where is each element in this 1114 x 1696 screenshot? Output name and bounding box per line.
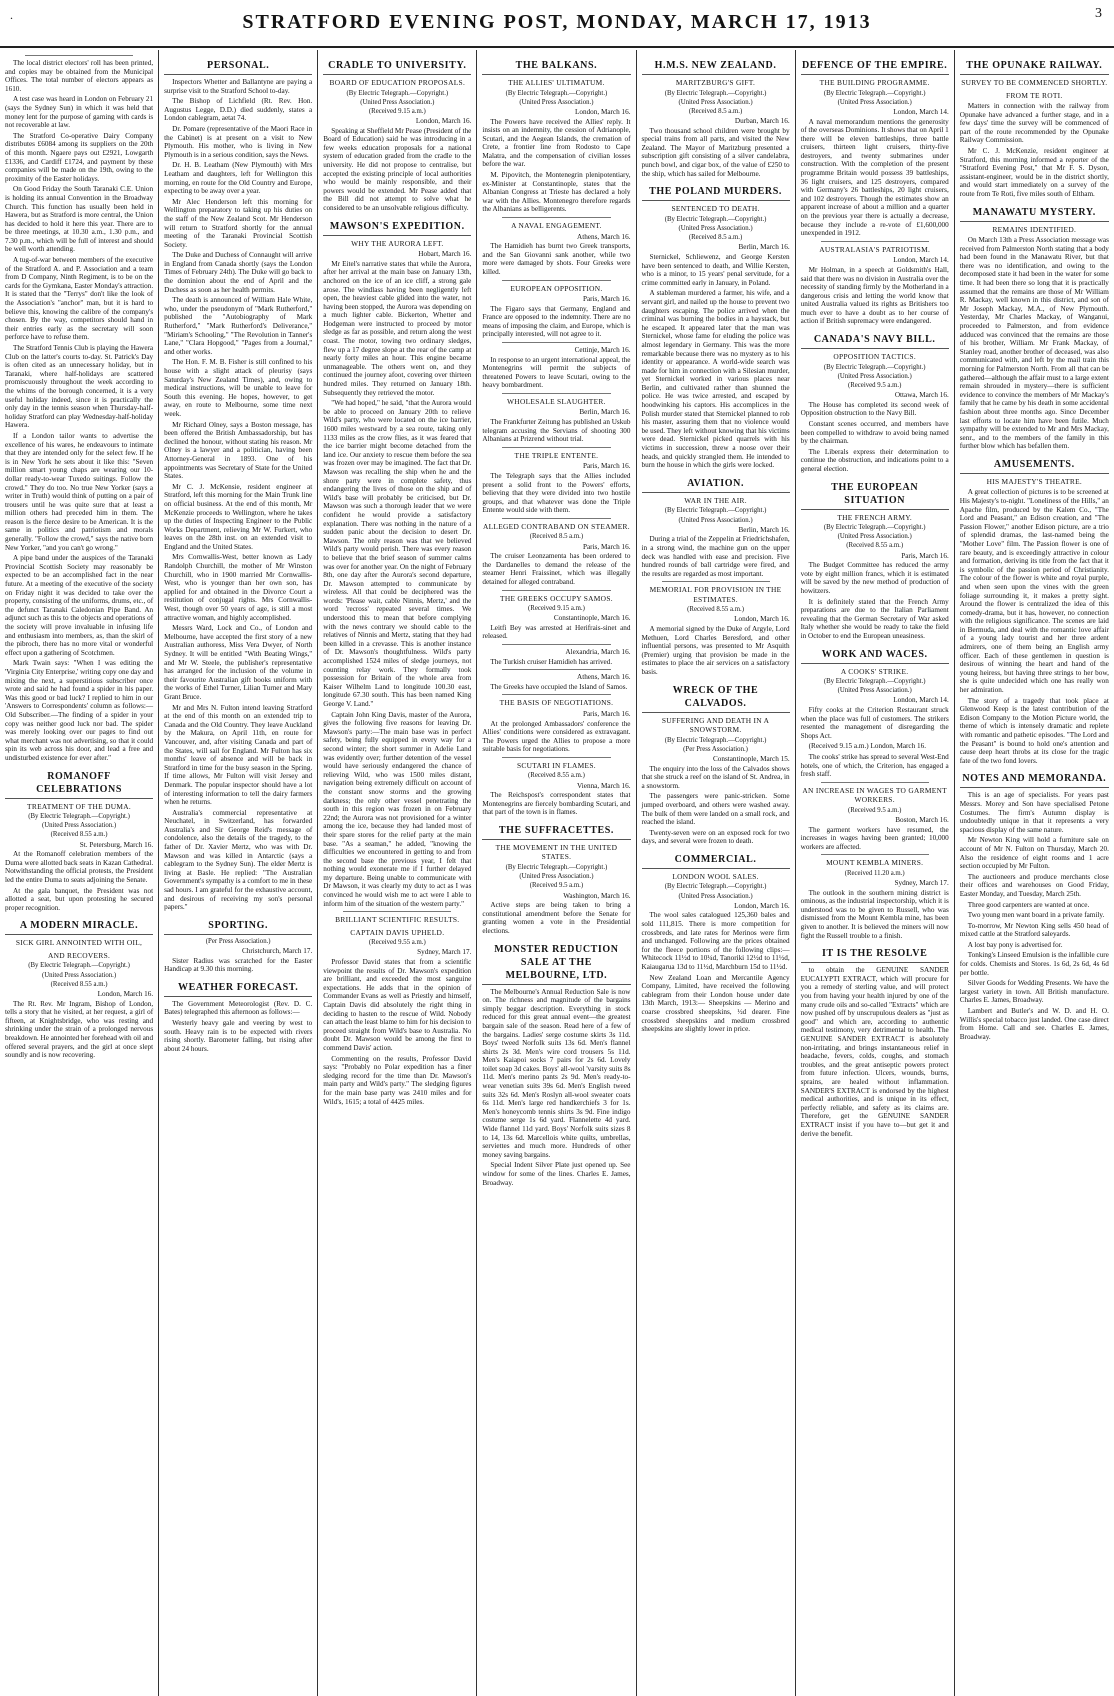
wire-credit: (Received 9.5 a.m.) (847, 806, 902, 814)
article-paragraph: At the gala banquet, the President was not allotted a seat, but upon protesting he secured proper recognition. (5, 886, 154, 912)
article-subheading: SICK GIRL ANNOINTED WITH OIL, (15, 938, 143, 948)
article (164, 978, 312, 1054)
article-headline: CRADLE TO UNIVERSITY. (323, 56, 471, 75)
section-divider (343, 911, 451, 912)
section-divider (502, 217, 610, 218)
article-headline: CANADA'S NAVY BILL. (801, 330, 949, 349)
article-subheading: EUROPEAN OPPOSITION. (510, 283, 603, 293)
article (960, 769, 1109, 1041)
article-subheading: THE TRIPLE ENTENTE. (514, 450, 599, 460)
article (323, 217, 471, 909)
article-subheading: THE ALLIES' ULTIMATUM. (508, 78, 605, 87)
article-headline: THE BALKANS. (482, 56, 630, 75)
dateline: Ottawa, March 16. (894, 391, 949, 400)
wire-credit: (By Electric Telegraph.—Copyright.) (664, 883, 767, 891)
dateline: Sydney, March 17. (894, 879, 949, 888)
article-paragraph: Captain John King Davis, master of the Aurora, gives the following five reasons for leaving Dr. Mawson's party:—The main base was in perfect safety, being fully equipped in every way for a second winter; the short summer in Adelie Land was evidently over; further detention of the vessel would have seriously endangered the chance of relieving Wild, who was 1500 miles distant, navigation being extremely difficult on account of the constant snow storms and the growing darkness; the only other vessel penetrating the south in this region was frozen in on February 22nd; the Aurora was not provisioned for a winter among the ice, because they had landed most of their spare stores for the relief party at the main base. "As a seaman," he added, "knowing the difficulties we encountered in getting to and from the second base the previous year, I felt that nothing would exonerate me if I further delayed my departure. Being unable to communicate with Dr Mawson, it was clearly my duty to act as I was convinced he would wish me to act were I able to inform him of the situation of the western party." (323, 710, 472, 908)
section-divider (502, 757, 610, 758)
dateline: London, March 14. (893, 696, 949, 705)
dateline: London, March 16. (97, 989, 154, 998)
article (482, 217, 630, 276)
page-number: 3 (1095, 6, 1102, 21)
article-paragraph: New Zealand Loan and Mercantile Agency Company, Limited, have received the following cablegram from their London house under date 13th March, 1913:— Sheepskins — Merino and coarse crossbred sheepskins, ½d dearer. Fine crossbred sheepskins and medium crossbred sheepskins are slightly lower in price. (641, 973, 790, 1034)
wire-credit: (United Press Association.) (837, 372, 912, 380)
article-paragraph: The Telegraph says that the Allies included present a solid front to the Powers' efforts, believing that they were divided into two hostile groups, and that whatever was done the Triple Entente would side with them. (482, 471, 631, 515)
dateline: Cettinje, March 16. (574, 345, 631, 354)
article-headline: H.M.S. NEW ZEALAND. (642, 56, 790, 75)
section-divider (502, 447, 610, 448)
article-paragraph: On March 13th a Press Association message was received from Palmerston North stating that a body had been found in the Manawatu River, but that there was no identification, and owing to the decomposed state it had been in the water for some time. It had been there so long that it is practically assumed that the remains are those of Mr William R. Mackay, well known in this district, and son of Mr Joseph Mackay, M.A., of New Plymouth. Yesterday, Mr Charles Mackay, of Wanganui, proceeded to Palmerston, and from evidence adduced was convinced that the remains are those of his brother, William. Mr Frank Mackay, of Stanley road, another brother of deceased, was also communicated with, and left by the mail train this morning for Palmerston North. From all that can be gathered—although the affair must to a large extent remain shrouded in mystery—there is sufficient evidence to convince the members of Mr Mackay's family that he came by his death in some accidental fashion about three months ago. Since December last efforts to locate him have been futile. Much sympathy will be extended to Mr and Mrs Mackay, senr., and to the members of the family in this further blow which has befallen them. (959, 236, 1109, 451)
article (5, 55, 153, 763)
article-paragraph: The Government Meteorologist (Rev. D. C. Bates) telegraphed this afternoon as follows:— (164, 999, 313, 1017)
dateline: Hobart, March 16. (418, 250, 472, 259)
article-paragraph: A great collection of pictures is to be screened at His Majesty's to-night. "Loneliness of the Hills," an Apache film, produced by the Kalem Co., "The Lord and Peasant," an Edison creation, and "The Passion Flower," another Edison picture, are a trio of splendid dramas, the last-named being the "Mother Love" film. The Passion flower is one of rare beauty, and is exceedingly attractive in colour and formation, deriving its title from the fact that it is symbolic of the passion period of Christianity. The colour of the flower is white and royal purple, and when seen upon the vines with the green foliage surrounding it, it makes a pretty sight. Around the flower is centralized the idea of this comedy-drama, but it has, however, no connection with the religious significance. The scenes are laid in Bermuda, and deal with the romantic love affair of a young lady tourist and her three ardent admirers, one of them being an English army officer. Each of these gentlemen in question is desirous of winning the heart and hand of the young heiress, but having three strings to her bow, she is quite undecided which one has really won her admiration. (959, 488, 1109, 695)
dateline: Paris, March 16. (582, 709, 631, 718)
article-paragraph: Mr Holman, in a speech at Goldsmith's Hall, said that there was no division in Australia over the necessity of standing firmly by the Motherland in a dangerous crisis and letting the world know that united Australia valued its rights as Britishers too much ever to have a doubt as to her course of action if British supremacy were endangered. (800, 265, 949, 326)
article-paragraph: Australia's commercial representative at Neuchatel, in Switzerland, has forwarded Australia's and Sir George Reid's message of condolence, also the details of the tragedy, to the father of Dr. Xavier Mertz, who was with Dr. Mawson and was killed in Antarctic (says a cablegram to the Sydney Sun). The elder Mertz is living at Basle. He replied: "The Australian Government's sympathy is a comfort to me in these sad hours. I am grateful for the exhaustive account, and desirous of receiving my son's personal papers." (164, 808, 313, 912)
wire-credit: (By Electric Telegraph.—Copyright.) (346, 89, 449, 97)
article (323, 911, 471, 1106)
article-subheading: WHOLESALE SLAUGHTER. (507, 396, 606, 406)
article (164, 916, 312, 974)
article-paragraph: Mr Newton King will hold a furniture sale on account of Mr N. Fulton on Thursday, March 20. Also the residence of eight rooms and 1 acre section occupied by Mr Fulton. (959, 836, 1109, 871)
article-paragraph: Mr Richard Olney, says a Boston message, has been offered the British Ambassadorship, but has declined the honour, without stating his reason. Mr Olney is a lawyer and a politician, having been Attorney-General in 1893. One of his appointments was Secretary of State for the United States. (164, 420, 313, 481)
article-paragraph: The wool sales catalogued 125,360 bales and sold 111,815. There is more competition for crossbreds, and late rates for Merinos were firm and unchanged. Following are the prices obtained for the fleece portions of the following clips:—Whitecock 11½d to 10¼d, Tanoriki 12½d to 11½d, Kaiaugarua 13d to 11½d, Marchburn 15d to 11½d. (641, 911, 790, 972)
dateline: Berlin, March 16. (738, 525, 790, 534)
section-divider (821, 854, 929, 855)
article-headline: MONSTER REDUCTION SALE AT THE MELBOURNE, LTD. (482, 940, 630, 985)
article-paragraph: The Greeks have occupied the Island of Samos. (490, 682, 628, 691)
article-subheading: SCUTARI IN FLAMES. (516, 760, 596, 770)
article-paragraph: Speaking at Sheffield Mr Pease (President of the Board of Education) said he was introducing in a few weeks education proposals for a national system of education graded from the cradle to the university. He did not propose to centralise, but accepted the existing principle of local authorities who would be mainly responsible, and their powers would be extended. Mr Pease added that the Bill did not attempt to solve what he considered to be an unsolvable religious difficulty. (323, 126, 472, 213)
article-headline: WEATHER FORECAST. (164, 978, 312, 997)
article-headline: THE EUROPEAN SITUATION (801, 478, 949, 510)
article-paragraph: This is an age of specialists. For years past Messrs. Morey and Son have specialised Petone Costumes. The firm's Autumn display is undoubtedly unique in that it represents a very spacious display of the same nature. (959, 791, 1109, 834)
article (482, 280, 630, 339)
article-paragraph: The local district electors' roll has been printed, and copies may be obtained from the Municipal Offices. The total number of electors appears as 1610. (5, 59, 154, 93)
section-divider (502, 518, 610, 519)
article-subheading: REMAINS IDENTIFIED. (992, 224, 1077, 234)
section-divider (821, 241, 929, 242)
article-paragraph: Two thousand school children were brought by special trains from all parts, and visited the New Zealand. The Mayor of Maritzburg presented a subscription gift consisting of a silver candelabra, punch bowl, and cigar box, of the value of £250 to the ship, which has sailed for Melbourne. (641, 126, 790, 178)
article-subheading: CAPTAIN DAVIS UPHELD. (350, 927, 445, 937)
article (801, 782, 949, 852)
wire-credit: (United Press Association.) (360, 98, 435, 106)
article-subheading: A NAVAL ENGAGEMENT. (511, 221, 602, 231)
wire-credit: (United Press Association.) (519, 873, 594, 881)
wire-credit: (Received 8.55 a.m.) (50, 980, 108, 988)
article-paragraph: Commenting on the results, Professor David says: "Probably no Polar expedition has a finer sledging record for the time than Dr. Mawson's main party and Wild's party." The sledging figures for the main base party was 2410 miles and for Wild's, 1615; a total of 4425 miles. (323, 1054, 472, 1106)
article-paragraph: Mark Twain says: "When I was editing the 'Virginia City Enterprise,' writing copy one day and mixing the next, a superstitious subscriber once wrote and said he had found a spider in his paper. Was this good or bad luck? I replied to him in our 'Answers to Correspondents' column as follows:—Old Subscriber.—The finding of a spider in your copy was neither good luck nor bad. The spider was merely looking over our pages to find out what merchant was not advertising, so that it could spin its web across his door, and lead a free and undisturbed existence for ever after." (5, 659, 154, 762)
article-headline: THE OPUNAKE RAILWAY. (960, 56, 1109, 75)
article-paragraph: The Bishop of Lichfield (Rt. Rev. Hon. Augustus Legge, D.D.) died suddenly, states a London cablegram, aetat 74. (164, 97, 313, 123)
wire-credit: (United Press Association.) (678, 516, 753, 524)
article-paragraph: The enquiry into the loss of the Calvados shows that she struck a reef on the island of St. Andrea, in a snowstorm. (641, 764, 790, 790)
dateline: Washington, March 16. (563, 891, 631, 900)
article (642, 56, 790, 178)
dateline: St. Petersburg, March 16. (79, 840, 154, 849)
wire-credit: (Received 8.55 a.m.) (528, 772, 585, 780)
article (642, 182, 790, 470)
column-7 (955, 50, 1114, 1696)
wire-credit: (By Electric Telegraph.—Copyright.) (664, 215, 767, 223)
wire-credit: (By Electric Telegraph.—Copyright.) (823, 524, 926, 532)
article-subheading: SUFFERING AND DEATH IN A SNOWSTORM. (661, 715, 770, 735)
article (5, 916, 153, 1059)
wire-credit: (Per Press Association.) (205, 937, 271, 945)
article-paragraph: Constant scenes occurred, and members have been compelled to withdraw to avoid being named by the chairman. (800, 419, 949, 446)
section-divider (502, 393, 610, 394)
article (482, 940, 630, 1188)
wire-credit: (Received 8.5 a.m.) (529, 533, 584, 541)
wire-credit: (Received 9.5 a.m.) (529, 882, 584, 890)
article-subheading: SURVEY TO BE COMMENCED SHORTLY. (961, 78, 1108, 87)
article-paragraph: "We had hoped," he said, "that the Aurora would be able to proceed on January 20th to relieve Wild's party, who were located on the ice barrier, 1600 miles westward by a sea route, taking only 1133 miles as the crow flies, as it was feared that the ice barrier might become detached from the land ice. Our anxiety to rescue them before the sea was frozen over may be imagined. The fact that Dr. Mawson was recalling the ship when he and the shore party were in complete safety, thus endangering the lives of those on the ship and of Wild's base will probably be criticised, but Dr. Mawson was such a thorough leader that we were confident he would provide a satisfactory explanation. There was nothing in the nature of a sudden panic about the decision to desert Dr. Mawson. The only reason was that we believed Wild's party would perish. There was every reason to believe that the brief season of summer calms was over for another year. On the night of February 8th, one day after the Aurora's second departure, Dr. Mawson attempted to communicate by wireless. All that could be deciphered was the words: 'Please wait, cable Ninnis, Mertz,' and the word 'recross' repeated several times. We understood this to mean that before complying with the news contrary we should cable to the relatives of Ninnis and Mertz, stating that they had been killed in a crevasse. This is another instance of Dr. Mawson's thoughtfulness. Wild's party accomplished 1524 miles of sledge journeys, not counting relay work. They formally took possession for Britain of the whole area from Kaiser Wilhelm Land to longitude 100.30 east, longitude 67.30 south. This has been named King George V. Land." (323, 399, 472, 709)
dateline: Sydney, March 17. (417, 948, 472, 957)
article-headline: A MODERN MIRACLE. (5, 916, 153, 935)
wire-credit: (Received 9.5 a.m.) (847, 381, 902, 389)
wire-credit: (Received 8.55 a.m.) (50, 831, 108, 839)
article (482, 447, 630, 515)
article (323, 56, 471, 213)
wire-credit: (Received 8.55 a.m.) (846, 542, 904, 550)
article-subheading: A COOKS' STRIKE. (840, 666, 909, 676)
article-paragraph: The Stratford Co-operative Dairy Company distributes £6084 among its suppliers on the 20th of this month. Ngaere pays out £2921, Lowgarth £1336, and Cardiff £1724, and payment by these companies will be made on the 19th, owing to the proximity of the Easter holidays. (5, 131, 154, 183)
dateline: Constantinople, March 16. (553, 614, 631, 623)
article (801, 478, 949, 641)
dateline: Berlin, March 16. (579, 408, 631, 417)
column-4 (477, 50, 636, 1696)
article-paragraph: A test case was heard in London on February 21 (says the Sydney Sun) in which it was held that money lent for the purpose of gaming with cards is not recoverable at law. (5, 95, 154, 130)
article (482, 669, 630, 691)
article-paragraph: The Reichspost's correspondent states that Montenegrins are fiercely bombarding Scutari, and that part of the town is in flames. (482, 791, 631, 817)
article-paragraph: Two young men want board in a private family. (967, 911, 1105, 920)
article-subheading: ALLEGED CONTRABAND ON STEAMER. (482, 521, 630, 531)
article-subheading: THE BASIS OF NEGOTIATIONS. (499, 698, 614, 708)
wire-credit: (United Press Association.) (837, 533, 912, 541)
column-5 (637, 50, 796, 1696)
article-paragraph: The Hon. F. M. B. Fisher is still confined to his house with a slight attack of pleurisy (says Saturday's New Zealand Times), and, owing to medical instructions, will be unable to leave for South this evening. He hopes, however, to get away, en route to Melbourne, some time next week. (164, 358, 313, 418)
article-headline: WORK AND WACES. (801, 645, 949, 664)
wire-credit: (By Electric Telegraph.—Copyright.) (664, 507, 767, 515)
article (642, 581, 790, 676)
article-paragraph: Three good carpenters are wanted at once. (967, 900, 1090, 909)
article-paragraph: To-morrow, Mr Newton King sells 450 head of mixed cattle at the Stratford saleyards. (959, 921, 1109, 939)
article-paragraph: The story of a tragedy that took place at Glenwood Keep is the latest contribution of the Edison Company to the Motion Picture world, the theme of which is intensely dramatic and replete with romantic and pathetic episodes. "The Lord and the Peasant" is bound to hold one's attention and cause deep heart throbs at its close for the tragic fate of the two fond lovers. (959, 696, 1109, 765)
article-paragraph: Professor David states that from a scientific viewpoint the results of Dr. Mawson's expedition are brilliant, and exceeded the most sanguine expectations. He adds that in the opinion of Commander Evans as well as Priestly and himself, Captain Davis did absolutely the right thing in deciding to hasten to the rescue of Wild. Nobody can attach the least blame to him for his decision to proceed straight from Wild's base to Australia. No doubt Dr. Mawson would be among the first to commend Davis' action. (323, 958, 472, 1052)
article (482, 393, 630, 444)
dateline: London, March 16. (415, 117, 472, 126)
article-subheading: AN INCREASE IN WAGES TO GARMENT WORKERS. (802, 785, 947, 805)
article-paragraph: The Duke and Duchess of Connaught will arrive in England from Canada shortly (says the London Times of February 24th). The Duke will go back to the dominion about the end of April and the Duchess as soon as her health permits. (164, 251, 313, 294)
article (801, 645, 949, 779)
article-paragraph: Fifty cooks at the Criterion Restaurant struck when the place was full of customers. The strikers resented the management of disregarding the Shops Act. (800, 706, 949, 740)
article (482, 590, 630, 641)
article-paragraph: The House has completed its second week of Opposition obstruction to the Navy Bill. (800, 400, 949, 418)
article-paragraph: The Rt. Rev. Mr Ingram, Bishop of London, tells a story that he visited, at her request, a girl of fifteen, at Knightsbridge, who was resting and shrinking under the strain of a prolonged nervous breakdown. He annointed her forehead with oil and offered several prayers, and the girl at once slept soundly and is now recovering. (5, 999, 154, 1060)
article-paragraph: Matters in connection with the railway from Opunake have advanced a further stage, and in a few days' time the survey will be commenced of part of the route recommended by the Opunake Railway Commission. (959, 102, 1109, 145)
article-paragraph: The Hamidieh has burnt two Greek transports, and the San Giovanni sank another, while two more were damaged by shots. Four Greeks were killed. (482, 242, 631, 276)
article-headline: SPORTING. (164, 916, 312, 935)
article-paragraph: The cruiser Leonzamenta has been ordered to the Dardanelles to demand the release of the steamer Henri Fraissinet, which was illegally detained for alleged contraband. (482, 552, 631, 586)
article (482, 518, 630, 587)
article-paragraph: Messrs Ward, Lock and Co., of London and Melbourne, have accepted the first story of a new Australian authoress, Miss Vera Dwyer, of North Sydney. It will be entitled "With Beating Wings," and Mr W. Steele, the publisher's representative has arranged for the inclusion of the volume in their favourite Australian gift books uniform with the works of Ethel Turner, Lilian Turner and Mary Grant Bruce. (164, 624, 313, 701)
dateline: London, March 16. (734, 615, 790, 624)
article (482, 694, 630, 753)
dateline: Paris, March 16. (582, 542, 631, 551)
wire-credit: (By Electric Telegraph.—Copyright.) (664, 736, 767, 744)
wire-credit: (United Press Association.) (678, 98, 753, 106)
article-paragraph: If a London tailor wants to advertise the excellence of his wares, he endeavours to intimate that they are intended only for the select few. If he is in New York he sets about it like this: "Seven million smart young chaps are wearing our 10-dollar ready-to-wear Tuxedo suitings. Follow the crowd." They do too. No true New Yorker (says a writer in Truth) would think of putting on a pair of trousers until he was quite sure that at least a million others had preceded him in them. The reason is the fierce desire to be American. It is the same in politics and patriotism and morals generally. "Follow the crowd," says the native born New Yorker, "and you can't go wrong." (5, 431, 154, 552)
article-paragraph: (Received 9.15 a.m.) London, March 16. (808, 742, 926, 751)
dateline: Athens, March 16. (577, 673, 631, 682)
article (482, 821, 630, 936)
article-paragraph: The Turkish cruiser Hamidieh has arrived. (490, 657, 613, 666)
article-paragraph: A stableman murdered a farmer, his wife, and a servant girl, and nailed up the house to prevent two daughters escaping. The police arrived when the criminal was burning the bodies in a haystack, but he escaped. It appeared later that the man was Sternickel, whose fame for eluding the police was almost legendary in Germany. This was the more remarkable because there was no mystery as to his identity or appearance. A world-wide search was made for him in connection with a Silesian murder, yet Sternickel worked in various places near Berlin, and cultivated rather than shunned the police. He was twice arrested, and escaped by hoodwinking his captors. His accomplices in the Polish murder stated that Sternickel planned to rob his master, assuring them that no violence would be used. They left without knowing that his victims were dead. Sternickel picked quarrels with his victims in succession, threw a noose over their heads, and quickly strangled them. He intended to burn the house in which the girls were locked. (641, 289, 790, 470)
article-paragraph: Westerly heavy gale and veering by west to south. Heavy rain is to be expected with rivers rising shortly. Barometer falling, but rising after about 24 hours. (164, 1018, 313, 1053)
wire-credit: (United Press Association.) (519, 98, 594, 106)
dateline: Athens, March 16. (577, 232, 631, 241)
article-subheading: BRILLIANT SCIENTIFIC RESULTS. (335, 915, 460, 925)
article-paragraph: The passengers were panic-stricken. Some jumped overboard, and others were washed away. The bulk of them were landed on a small rock, and reached the island. (641, 792, 790, 827)
wire-credit: (United Press Association.) (41, 822, 117, 830)
dateline: Paris, March 16. (582, 462, 631, 471)
wire-credit: (Per Press Association.) (683, 745, 748, 753)
article (642, 681, 790, 846)
dateline: Constantinople, March 15. (712, 755, 790, 764)
article-paragraph: Lambert and Butler's and W. D. and H. O. Willis's special tobacco just landed. One case direct from Home. Call and see. Charles E. James, Broadway. (959, 1007, 1109, 1041)
article-paragraph: The Powers have received the Allies' reply. It insists on an indemnity, the cession of Adrianople, Scutari, and the Aegean Islands, the cremation of Crete, a frontier line from Rodosto to Cape Malatra, and the compensation of civilian losses before the war. (482, 117, 631, 169)
article-subheading: MEMORIAL FOR PROVISION IN THE ESTIMATES. (649, 585, 782, 604)
dateline: Berlin, March 16. (738, 243, 790, 252)
article-paragraph: During a trial of the Zeppelin at Friedrichshafen, in a strong wind, the machine gun on the upper deck was handled with ease and precision. Five hundred rounds of ball cartridge were fired, and the results are regarded as most important. (641, 535, 790, 578)
dateline: Durban, March 16. (734, 117, 790, 126)
article-headline: WRECK OF THE CALVADOS. (642, 681, 790, 713)
column-2 (159, 50, 318, 1696)
article-paragraph: Sister Radius was scratched for the Easter Handicap at 9.30 this morning. (164, 956, 313, 974)
article-paragraph: The Budget Committee has reduced the army vote by eight million francs, which it is estimated will be saved by the new method of production of howitzers. (800, 561, 949, 595)
article-subheading: MOUNT KEMBLA MINERS. (826, 858, 924, 868)
article-subheading: THE MOVEMENT IN THE UNITED STATES. (495, 842, 618, 862)
article-headline: IT IS THE RESOLVE (801, 944, 949, 963)
article-subheading: WHY THE AURORA LEFT. (351, 238, 444, 248)
article-paragraph: Mr C. J. McKenzie, resident engineer at Stratford, this morning informed a reporter of the "Stratford Evening Post," that Mr F. S. Dyson, assistant-engineer, would be in the district shortly, and would start immediately on a survey of the route from Te Roti, five miles south of Eltham. (959, 146, 1109, 198)
article-paragraph: The outlook in the southern mining district is ominous, as the industrial inspectorship, which it is understood was to be given to Russell, who was dismissed from the Mount Kembla mine, has been given to another. It is believed the miners will now fight the Russell trouble to a finish. (800, 888, 949, 940)
column-3 (318, 50, 477, 1696)
wire-credit: (By Electric Telegraph.—Copyright.) (823, 363, 926, 371)
article-paragraph: The death is announced of William Hale White, who, under the pseudonym of "Mark Rutherford," published the "Autobiography of Mark Rutherford," "Mark Rutherford's Deliverance," "Miriam's Schooling," "The Revolution in Tanner's Lane," "Clara Hopgood," "Pages from a Journal," and other works. (164, 296, 313, 356)
article-paragraph: Tonking's Linseed Emulsion is the infallible cure for colds. Chemists and Stores. 1s 6d, 2s 6d, 4s 6d per bottle. (959, 951, 1109, 977)
article-paragraph: In response to an urgent international appeal, the Montenegrins will permit the subjects of threatened Powers to leave Scutari, owing to the heavy bombardment. (482, 355, 631, 390)
section-divider (502, 342, 610, 343)
wire-credit: (By Electric Telegraph.—Copyright.) (664, 89, 767, 97)
section-divider (502, 644, 610, 645)
article-headline: THE POLAND MURDERS. (642, 182, 790, 201)
wire-credit: (United Press Association.) (41, 971, 117, 979)
article (960, 455, 1109, 766)
article-headline: AMUSEMENTS. (960, 455, 1109, 474)
article-paragraph: The Stratford Tennis Club is playing the Hawera Club on the latter's courts to-day. St. Patrick's Day is often cited as an unnecessary holiday, but in Taranaki, where half-holidays are scattered promiscuously throughout the week according to the whims of the borough concerned, it is a very useful holiday indeed, since it is practically the only day in the tennis season when Thursday-half-holiday Stratford can play Wednesday-half-holiday Hawera. (5, 344, 154, 430)
article-paragraph: Mr and Mrs N. Fulton intend leaving Stratford at the end of this month on an extended trip to Canada and the Old Country. They leave Auckland by the Makura, on April 11th, en route for Vancouver, and, after visiting Canada and part of the States, will sail for England. Mr Fulton has six months' leave of absence and will be back in Stratford in time for the busy season in the Spring. If time allows, Mr Fulton will visit Jersey and Denmark. The popular inspector should have a lot of interesting information to tell the dairy farmers when he returns. (164, 703, 313, 807)
article-paragraph: The Frankfurter Zeitung has published an Uskub telegram accusing the Servians of shooting 300 Albanians at Prizrend without trial. (482, 418, 631, 444)
article-subheading: THE GREEKS OCCUPY SAMOS. (500, 593, 613, 603)
article (801, 944, 949, 1138)
section-divider (821, 782, 929, 783)
wire-credit: (By Electric Telegraph.—Copyright.) (28, 813, 130, 820)
article-paragraph: The Liberals express their determination to continue the obstruction, and indications point to a general election. (800, 447, 949, 473)
article-paragraph: Mrs Cornwallis-West, better known as Lady Randolph Churchill, the mother of Mr Winston Churchill, who in 1900 married Mr Cornwallis-West, who is younger than her own son, has applied for and obtained in the Divorce Court a restitution of conjugal rights. Mrs Cornwallis-West, though over 50 years of age, is still a most attractive woman, and highly accomplished. (164, 553, 313, 622)
article-subheading: LONDON WOOL SALES. (672, 871, 759, 881)
article (960, 56, 1109, 199)
dateline: London, March 14. (893, 256, 949, 265)
article-paragraph: The garment workers have resumed, the increases in wages having been granted; 10,000 workers are affected. (800, 825, 949, 851)
article (164, 56, 312, 912)
article-subheading: BOARD OF EDUCATION PROPOSALS. (329, 78, 466, 87)
wire-credit: (By Electric Telegraph.—Copyright.) (823, 89, 926, 97)
article-headline: DEFENCE OF THE EMPIRE. (801, 56, 949, 75)
article-paragraph: The cooks' strike has spread to several West-End hotels, one of which, the Criterion, has engaged a fresh staff. (800, 753, 949, 779)
article (5, 767, 153, 913)
article-paragraph: A tug-of-war between members of the executive of the Stratford A. and P. Association and a team from D Company, Ninth Regiment, is to be on the cards for the Gymkana, Easter Monday's attraction. It is stated that the "Terrys" don't like the look of the Association's "anchor" man, but it is hard to believe this, knowing the calibre of the company's chosen. By the way, competitors should hand in their entries early as the secretary will soon perforce have to refuse them. (5, 256, 154, 342)
dateline: London, March 16. (575, 107, 631, 116)
wire-credit: (Received 9.55 a.m.) (368, 939, 426, 947)
column-1 (0, 50, 159, 1696)
article-paragraph: A lost bay pony is advertised for. (967, 940, 1063, 949)
section-divider (502, 669, 610, 670)
wire-credit: (By Electric Telegraph.—Copyright.) (823, 678, 926, 686)
article-subheading: THE BUILDING PROGRAMME. (819, 78, 930, 87)
article-subheading: TREATMENT OF THE DUMA. (27, 801, 132, 811)
article-paragraph: to obtain the GENUINE SANDER EUCALYPTI EXTRACT, which will procure for you a remedy of sterling value, and will protect you from having your health injured by one of the many crude oils and so-called "Extracts" which are now pushed off by unscrupulous dealers as "just as good" and which are, according to authentic medical testimony, very detrimental to health. The GENUINE SANDER EXTRACT is absolutely non-irritating, and brings instantaneous relief in headache, fevers, colds, coughs, and stomach troubles, and the great antiseptic powers protect from future infection. Ulcers, wounds, burns, sprains, are healed without inflammation. SANDER'S EXTRACT is endorsed by the highest medical authorities, and is unique in its effect, perfectly reliable, and safety as its claims are. Therefore, get the GENUINE SANDER EXTRACT insist if you have to—but get it and derive the benefit. (800, 966, 949, 1138)
newspaper-title: STRATFORD EVENING POST, MONDAY, MARCH 17, 1913 (242, 11, 872, 33)
wire-credit: (United Press Association.) (678, 224, 753, 232)
section-divider (502, 590, 610, 591)
dateline: London, March 16. (734, 901, 790, 910)
section-divider (25, 55, 133, 56)
article-headline: ROMANOFF CELEBRATIONS (5, 767, 153, 799)
article (960, 203, 1109, 451)
dateline: Alexandria, March 16. (565, 648, 631, 657)
article-paragraph: Twenty-seven were on an exposed rock for two days, and several were frozen to death. (641, 828, 790, 846)
section-divider (502, 280, 610, 281)
wire-credit: (Received 8.5 a.m.) (688, 107, 743, 115)
dateline: London, March 14. (893, 107, 949, 116)
article-subheading: WAR IN THE AIR. (684, 495, 747, 505)
article-paragraph: Silver Goods for Wedding Presents. We have the largest variety in town. All British manufacture. Charles E. James, Broadway. (959, 979, 1109, 1005)
article-headline: THE SUFFRACETTES. (482, 821, 630, 840)
wire-credit: (Received 11.20 a.m.) (844, 869, 905, 877)
article-headline: MANAWATU MYSTERY. (960, 203, 1109, 222)
article-subheading: MARITZBURG'S GIFT. (675, 78, 756, 87)
article-paragraph: A memorial signed by the Duke of Argyle, Lord Methuen, Lord Charles Beresford, and other influential persons, was presented to Mr Asquith (Premier) urging that provision be made in the estimates to place the air services on a satisfactory basis. (641, 625, 790, 677)
article-subheading: AND RECOVERS. (47, 950, 111, 960)
wire-credit: (United Press Association.) (678, 892, 753, 900)
article (801, 241, 949, 326)
wire-credit: (United Press Association.) (837, 687, 912, 695)
dateline: Paris, March 16. (582, 295, 631, 303)
article-headline: COMMERCIAL. (642, 850, 790, 869)
wire-credit: (By Electric Telegraph.—Copyright.) (505, 863, 608, 871)
article-subheading: OPPOSITION TACTICS. (833, 352, 916, 362)
wire-credit: (United Press Association.) (837, 98, 912, 106)
article-paragraph: Leitfi Bey was arrested at Herifrais-sinet and released. (482, 623, 631, 641)
article-paragraph: Mr C. J. McKensie, resident engineer at Stratford, left this morning for the Main Trunk line on official business. At the end of this month, Mr McKenzie proceeds to Wellington, where he takes up the duties of Inspecting Engineer to the Public Works Department, relieving Mr W. Furkert, who leaves on the 28th inst. on an extended visit to England and the United States. (164, 482, 313, 551)
article-paragraph: M. Pipovitch, the Montenegrin plenipotentiary, ex-Minister at Constantinople, states that the Albanian Congress at Trieste has declared a holy war with the Allies. Montenegro therefore regards the Albanians as belligerents. (482, 171, 631, 214)
masthead (0, 0, 1114, 48)
article-paragraph: At the prolonged Ambassadors' conference the Allies' conditions were considered as extravagant. The Powers urged the Allies to propose a more suitable basis for negotiations. (482, 719, 631, 754)
dateline: Vienna, March 16. (577, 781, 631, 790)
article-paragraph: At the Romanoff celebration members of the Duma were allotted back seats in Kazan Cathedral. Notwithstanding the official protests, the President led the entire Duma to seats adjoining the Senate. (5, 850, 154, 884)
wire-credit: (By Electric Telegraph.—Copyright.) (505, 89, 608, 97)
article-paragraph: The auctioneers and produce merchants close their offices and warehouses on Good Friday, Easter Monday, and Tuesday, March 25th. (959, 872, 1109, 898)
article-subheading: THE FRENCH ARMY. (837, 512, 913, 522)
article (642, 850, 790, 1034)
section-divider (662, 581, 770, 582)
article-paragraph: Mr Alec Henderson left this morning for Wellington preparatory to taking up his duties on the staff of the New Zealand Scot. Mr Henderson will return to Stratford shortly for the annual meeting of the Taranaki Provincial Scottish Society. (164, 197, 313, 249)
dateline: Boston, March 16. (895, 816, 949, 825)
article (642, 474, 790, 578)
article-paragraph: On Good Friday the South Taranaki C.E. Union is holding its annual Convention in the Broadway Church. This function has usually been held in Hawera, but as Stratford is more central, the Union has decided to hold it here this year. There are to be three meetings, at 10.30 a.m., 1.30 p.m., and 7.30 p.m., which will be full of interest and should be well worth attending. (5, 185, 154, 254)
article-headline: NOTES AND MEMORANDA. (960, 769, 1109, 788)
article (801, 56, 949, 238)
masthead-rule-mark: . (10, 8, 13, 22)
article-paragraph: A naval memorandum mentions the generosity of the overseas Dominions. It shows that on April 1 there will be eleven battleships, three battle cruisers, thirteen light cruisers, thirty-five destroyers, and twenty submarines under construction. With the completion of the present programme Britain would possess 39 battleships, 36 light cruisers, and 125 destroyers, compared with Germany's 26 battleships, 20 light cruisers, and 102 destroyers. Though the estimates show an apparent increase of about a million and a quarter on the previous year there is actually a decrease, because they include a re-vote of £1,600,000 unexpended in 1912. (800, 117, 949, 238)
article-paragraph: It is definitely stated that the French Army preparations are due to the Italian Parliament revealing that the German Secretary of War asked Italy whether she would be ready to take the field in October to end the European uneasiness. (800, 597, 949, 640)
article-subheading: HIS MAJESTY'S THEATRE. (986, 476, 1083, 486)
wire-credit: (Received 8.5 a.m.) (688, 234, 743, 242)
wire-credit: (Received 8.55 a.m.) (687, 606, 744, 614)
article (482, 644, 630, 666)
article-paragraph: Active steps are being taken to bring a constitutional amendment before the Senate for granting women a vote in the Presidential elections. (482, 901, 631, 935)
article-headline: PERSONAL. (164, 56, 312, 75)
article (801, 854, 949, 940)
article-paragraph: Special Indent Silver Plate just opened up. See window for some of the lines. Charles E. James, Broadway. (482, 1161, 631, 1187)
article-paragraph: Sternickel, Schliewenz, and George Kersten have been sentenced to death, and Willie Kersten, who is a minor, to 15 years' penal servitude, for a crime committed early in January, in Poland. (641, 252, 790, 287)
article (482, 757, 630, 817)
article-subheading: SENTENCED TO DEATH. (671, 204, 760, 214)
article-paragraph: Dr. H. B. Leatham (New Plymouth) with Mrs Leatham and daughters, left for Wellington this morning, en route for the Old Country and Europe, expecting to be away over a year. (164, 161, 313, 196)
article-subheading: FROM TE ROTI. (1006, 90, 1063, 100)
columns (0, 50, 1114, 1696)
article-paragraph: The Melbourne's Annual Reduction Sale is now on. The richness and magnitude of the bargains simply beggar description. Everything in stock reduced for this great annual event—the greatest bargain sale of the season. Read here of a few of the bargains. Ladies' serge costume skirts 3s 11d. Boys' tweed Norfolk suits 13s 6d. Men's flannel shirts 2s 3d. Men's wire cord trousers 5s 11d. Men's Kaiapoi socks 7 pairs for 2s 6d. Lovely toilet soap 3d cakes. Boys' all-wool 'varsity suits 8s 11d. Men's merino pants 2s 9d. Men's ready-to-wear venetian suits 39s 6d. Men's English tweed suits 32s 6d. Men's Roslyn all-wool sweater coats 6s 11d. Men's large red handkerchiefs 3 for 1s. Men's honeycomb tennis shirts 3s 9d. Fine indigo costume serge 1s 6d yard. Flannelette 4d yard. Wide flannel 11d yard. Boys' Norfolk suits sizes 8 to 14, 13s 6d. Marcellois white quilts, umbrellas, serviettes and much more. Hundreds of other money saving bargains. (482, 987, 631, 1159)
article-paragraph: A pipe band under the auspices of the Taranaki Provincial Scottish Society may reasonably be expected to be an accomplished fact in the near future. At a meeting of the executive of the society on Friday night it was decided to take over the property, consisting of the uniforms, drums, etc., of the defunct Taranaki Caledonian Pipe Band. An adjunct such as this to the objects and operations of the society will prove invaluable in infusing life and enthusiasm into members, as, than the skirl of the pibroch, there has no more vital or wonderful effect upon a gathering of Scotchmen. (5, 554, 154, 657)
article-headline: MAWSON'S EXPEDITION. (323, 217, 471, 236)
article-paragraph: Mr Eitel's narrative states that while the Aurora, after her arrival at the main base on January 13th, anchored on the ice of an ice cliff, a strong gale arose. The windlass having been negligently left open, the heaviest cable glided into the water, not having been stopped, the Aurora was depending on a much lighter cable. Bickerton, Whetter and Hodgeman were instructed to proceed by motor sledge as far as possible, and return along the west coast. The motor, towing two ordinary sledges, flew up a 17 degree slope at the rear of the camp at nearly forty miles an hour. This engine became unmanageable. The others went on, and they continued the journey afoot, covering over thirteen hundred miles. They returned on January 18th. Subsequently they retrieved the motor. (323, 259, 472, 397)
article (482, 56, 630, 214)
article-paragraph: The Figaro says that Germany, England and France are opposed to the indemnity. There are no means of imposing the claim, and Europe, which is principally interested, will not agree to it. (482, 304, 631, 339)
wire-credit: (Received 9.15 a.m.) (368, 107, 426, 115)
article (801, 330, 949, 473)
wire-credit: (By Electric Telegraph.—Copyright.) (28, 962, 130, 970)
column-6 (796, 50, 955, 1696)
wire-credit: (Received 9.15 a.m.) (528, 605, 585, 613)
article (482, 342, 630, 390)
article-paragraph: Dr. Pomare (representative of the Maori Race in the Cabinet) is at present on a visit to New Plymouth. His mother, who is living in New Plymouth is in a serious condition, says the News. (164, 124, 313, 159)
article-headline: AVIATION. (642, 474, 790, 493)
article-subheading: AUSTRALASIA'S PATRIOTISM. (819, 244, 931, 254)
dateline: Christchurch, March 17. (241, 947, 313, 956)
dateline: Paris, March 16. (901, 551, 949, 560)
article-paragraph: Inspectors Whetter and Ballantyne are paying a surprise visit to the Stratford School to-day. (164, 78, 313, 95)
section-divider (502, 694, 610, 695)
